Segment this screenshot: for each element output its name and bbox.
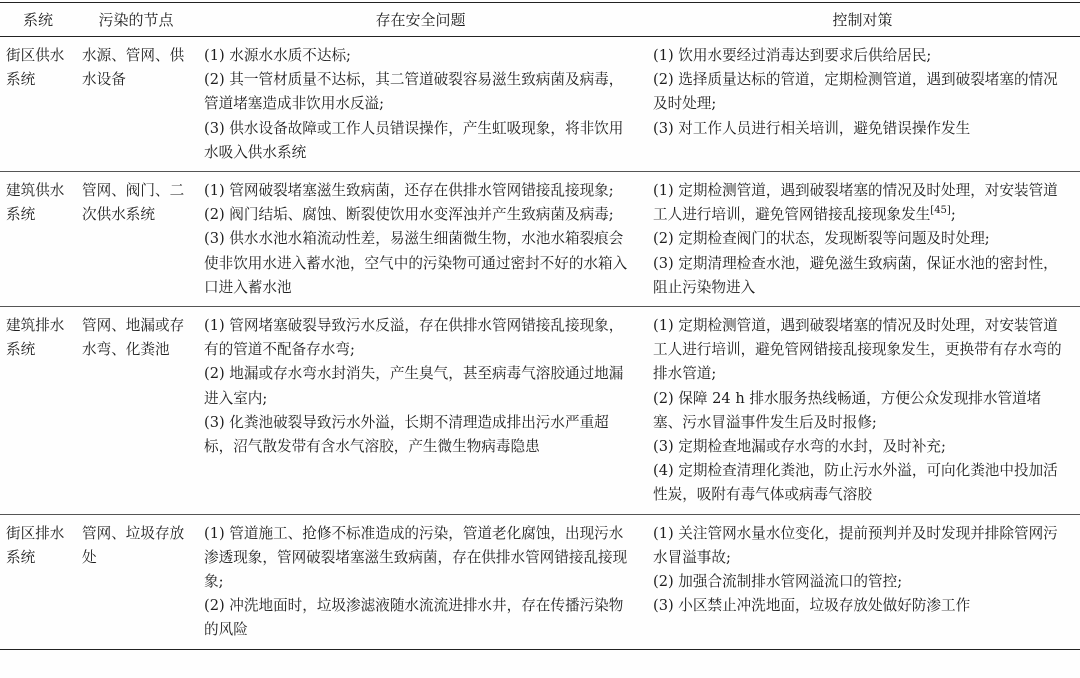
node-cell: 水源、管网、供水设备 (82, 47, 185, 89)
measure-text-end: ; (950, 206, 956, 224)
safety-control-table (0, 2, 1080, 650)
system-cell: 建筑排水系统 (0, 307, 76, 515)
problems-cell (196, 172, 645, 307)
measure-item: (3) 定期清理检查水池，避免滋生致病菌，保证水池的密封性，阻止污染物进入 (653, 254, 1058, 296)
problem-item: (2) 地漏或存水弯水封消失，产生臭气，甚至病毒气溶胶通过地漏进入室内; (204, 365, 624, 407)
problem-item: (3) 供水设备故障或工作人员错误操作，产生虹吸现象，将非饮用水吸入供水系统 (204, 119, 624, 161)
measure-item: (2) 保障 24 h 排水服务热线畅通，方便公众发现排水管道堵塞、污水冒溢事件发生后及时报修; (653, 389, 1042, 431)
node-cell: 管网、地漏或存水弯、化粪池 (76, 307, 196, 515)
problem-item: (3) 供水水池水箱流动性差，易滋生细菌微生物，水池水箱裂痕会使非饮用水进入蓄水池，空气中的污染物可通过密封不好的水箱入口进入蓄水池 (204, 230, 628, 296)
table-header-row (0, 3, 1080, 37)
measures-cell (645, 514, 1080, 649)
problem-item: (1) 水源水水质不达标; (204, 47, 351, 64)
node-cell: 管网、阀门、二次供水系统 (76, 172, 196, 307)
header-measures: 控制对策 (645, 3, 1080, 37)
measure-text: (1) 定期检测管道，遇到破裂堵塞的情况及时处理，对安装管道工人进行培训，避免管网错接乱接现象发生 (653, 182, 1058, 224)
problems-cell (196, 514, 645, 649)
measure-item: (3) 小区禁止冲洗地面，垃圾存放处做好防渗工作 (653, 597, 971, 615)
system-cell: 建筑供水系统 (0, 172, 76, 307)
measure-item: (2) 定期检查阀门的状态，发现断裂等问题及时处理; (653, 230, 990, 248)
header-system: 系统 (0, 3, 76, 37)
citation-reference: [45] (930, 205, 951, 217)
header-problems: 存在安全问题 (196, 3, 645, 37)
measures-cell (645, 307, 1080, 515)
problem-item: (2) 冲洗地面时，垃圾渗滤液随水流流进排水井，存在传播污染物的风险 (204, 597, 624, 639)
measure-item: (1) 关注管网水量水位变化，提前预判并及时发现并排除管网污水冒溢事故; (653, 524, 1058, 566)
measure-item: (1) 饮用水要经过消毒达到要求后供给居民; (653, 47, 932, 64)
measures-cell (645, 172, 1080, 307)
problems-cell (196, 307, 645, 515)
system-cell: 街区排水系统 (0, 514, 76, 649)
table-row (0, 514, 1080, 649)
header-node: 污染的节点 (76, 3, 196, 37)
table-row (0, 37, 1080, 172)
problem-item: (1) 管道施工、抢修不标准造成的污染，管道老化腐蚀，出现污水渗透现象，管网破裂堵塞滋生致病菌，存在供排水管网错接乱接现象; (204, 524, 628, 591)
measure-item: (3) 定期检查地漏或存水弯的水封，及时补充; (653, 438, 946, 456)
measure-item: (4) 定期检查清理化粪池，防止污水外溢，可向化粪池中投加活性炭，吸附有毒气体或病毒气溶胶 (653, 462, 1058, 504)
measure-item (653, 179, 1070, 227)
measure-item: (2) 加强合流制排水管网溢流口的管控; (653, 573, 903, 591)
system-cell: 街区供水系统 (6, 47, 65, 89)
problem-item: (1) 管网破裂堵塞滋生致病菌，还存在供排水管网错接乱接现象; (204, 182, 614, 200)
problem-item: (2) 阀门结垢、腐蚀、断裂使饮用水变浑浊并产生致病菌及病毒; (204, 206, 614, 224)
node-cell: 管网、垃圾存放处 (76, 514, 196, 649)
problem-item: (1) 管网堵塞破裂导致污水反溢，存在供排水管网错接乱接现象，有的管道不配备存水弯; (204, 317, 624, 359)
table-row (0, 307, 1080, 515)
measure-item: (1) 定期检测管道，遇到破裂堵塞的情况及时处理，对安装管道工人进行培训，避免管网错接乱接现象发生，更换带有存水弯的排水管道; (653, 317, 1062, 383)
problem-item: (2) 其一管材质量不达标，其二管道破裂容易滋生致病菌及病毒，管道堵塞造成非饮用水反溢; (204, 71, 624, 113)
measure-item: (2) 选择质量达标的管道，定期检测管道，遇到破裂堵塞的情况及时处理; (653, 71, 1058, 113)
measure-item: (3) 对工作人员进行相关培训，避免错误操作发生 (653, 119, 971, 137)
measures-cell (645, 37, 1080, 172)
problem-item: (3) 化粪池破裂导致污水外溢，长期不清理造成排出污水严重超标，沼气散发带有含水气溶胶，产生微生物病毒隐患 (204, 413, 609, 456)
problems-cell (196, 37, 645, 172)
table-row (0, 172, 1080, 307)
